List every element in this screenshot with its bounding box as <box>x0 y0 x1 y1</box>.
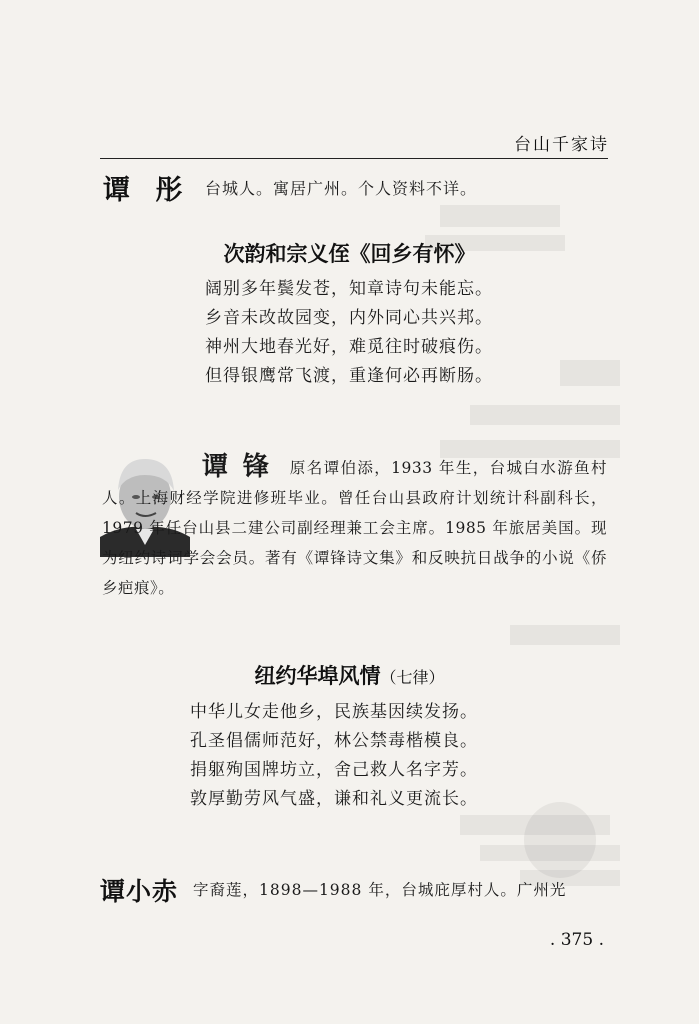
entry3-intro: 字裔莲，1898—1988 年，台城庇厚村人。广州光 <box>193 881 567 899</box>
entry2-bio: 原名谭伯添，1933 年生，台城白水游鱼村人。上海财经学院进修班毕业。曾任台山县政府计划统计科副科长，1979 年任台山县二建公司副经理兼工会主席。1985 年旅居美国。现为纽约诗词学会会员。著有《谭锋诗文集》和反映抗日战争的小说《侨乡疤痕》。 <box>102 459 607 597</box>
entry1-poem-title: 次韵和宗义侄《回乡有怀》 <box>223 242 476 266</box>
header-rule <box>100 158 608 159</box>
entry2-name: 谭锋 <box>202 452 284 482</box>
poem-line: 但得银鹰常飞渡，重逢何必再断肠。 <box>205 366 493 386</box>
poem-line: 捐躯殉国牌坊立，舍己救人名字芳。 <box>190 760 478 780</box>
entry1-intro: 台城人。寓居广州。个人资料不详。 <box>205 179 478 198</box>
running-header: 台山千家诗 <box>514 135 609 155</box>
entry1-name: 谭 彤 <box>103 175 191 206</box>
entry2-poem <box>190 698 478 814</box>
entry2-poem-title-text: 纽约华埠风情 <box>254 664 381 688</box>
poem-line: 敦厚勤劳风气盛，谦和礼义更流长。 <box>190 789 478 809</box>
poem-line: 孔圣倡儒师范好，林公禁毒楷模良。 <box>190 731 478 751</box>
poem-line: 中华儿女走他乡，民族基因续发扬。 <box>190 702 478 722</box>
entry2-poem-title <box>0 660 699 690</box>
poem-line: 神州大地春光好，难觅往时破痕伤。 <box>205 337 493 357</box>
entry1-poem <box>205 275 493 391</box>
poem-line: 乡音未改故园变，内外同心共兴邦。 <box>205 308 493 328</box>
poem-line: 阔别多年鬓发苍，知章诗句未能忘。 <box>205 279 493 299</box>
page-number: . 375 . <box>549 930 604 950</box>
entry3-name: 谭小赤 <box>100 877 179 906</box>
entry2-bio-block <box>102 452 607 603</box>
entry2-poem-subtitle: （七律） <box>380 668 445 687</box>
